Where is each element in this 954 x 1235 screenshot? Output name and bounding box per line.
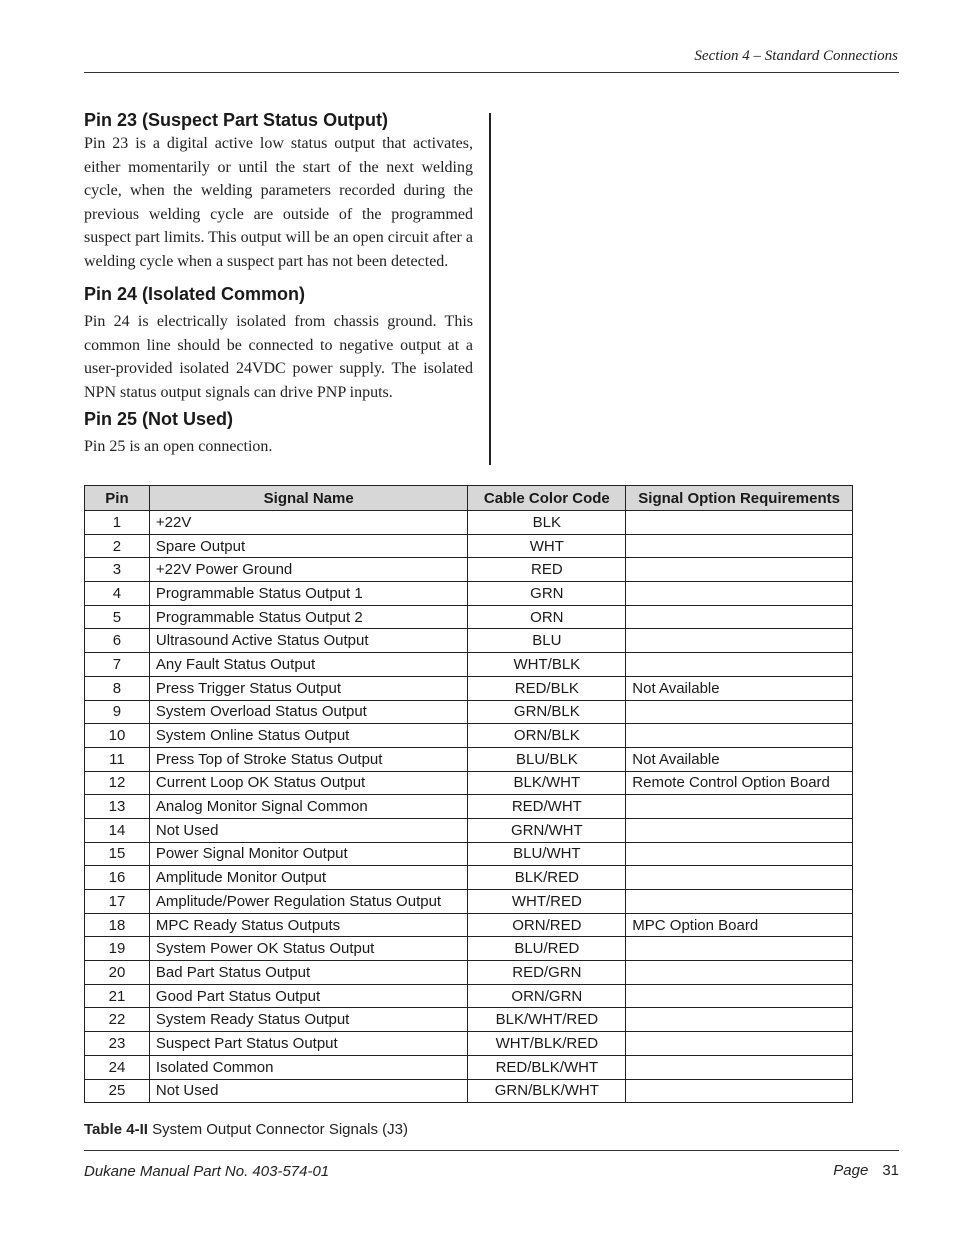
cell-cable-color: BLU/WHT [468,842,626,866]
cell-cable-color: BLK/WHT [468,771,626,795]
paragraph-pin-23: Pin 23 is a digital active low status output that activates, either momentarily or until the start of the next welding cycle, when the welding parameters recorded during the previous welding cycle are outside of the programmed suspect part limits. This output will be an open circuit after a welding cycle when a suspect part has not been detected. [84,135,473,270]
cell-cable-color: WHT/RED [468,890,626,914]
cell-pin: 5 [85,605,150,629]
cell-pin: 1 [85,511,150,535]
cell-signal-name: System Power OK Status Output [149,937,467,961]
page-number: 31 [882,1162,899,1179]
text-column [84,108,473,459]
table-header-row [85,486,853,511]
table-row [85,984,853,1008]
cell-signal-name: Good Part Status Output [149,984,467,1008]
cell-cable-color: GRN [468,582,626,606]
cell-option [626,937,853,961]
cell-signal-name: Not Used [149,1079,467,1103]
cell-option [626,1055,853,1079]
heading-pin-23: Pin 23 (Suspect Part Status Output) [84,110,389,130]
cell-option [626,1008,853,1032]
paragraph-pin-25: Pin 25 is an open connection. [84,438,273,455]
cell-option [626,1032,853,1056]
table-row [85,724,853,748]
cell-pin: 9 [85,700,150,724]
cell-cable-color: ORN/RED [468,913,626,937]
cell-signal-name: Spare Output [149,534,467,558]
table-row [85,818,853,842]
cell-pin: 10 [85,724,150,748]
cell-signal-name: Press Top of Stroke Status Output [149,747,467,771]
cell-signal-name: Ultrasound Active Status Output [149,629,467,653]
cell-signal-name: +22V [149,511,467,535]
cell-option [626,605,853,629]
cell-signal-name: Power Signal Monitor Output [149,842,467,866]
cell-pin: 14 [85,818,150,842]
cell-pin: 7 [85,653,150,677]
cell-option [626,724,853,748]
table-row [85,676,853,700]
caption-label: Table 4-II [84,1121,148,1138]
table-row [85,582,853,606]
cell-cable-color: GRN/WHT [468,818,626,842]
table-row [85,866,853,890]
cell-pin: 4 [85,582,150,606]
cell-option [626,700,853,724]
cell-pin: 15 [85,842,150,866]
table-row [85,534,853,558]
cell-signal-name: Amplitude/Power Regulation Status Output [149,890,467,914]
table-row [85,913,853,937]
table-row [85,1032,853,1056]
signal-table [84,485,853,1103]
cell-signal-name: Current Loop OK Status Output [149,771,467,795]
cell-option [626,653,853,677]
cell-signal-name: Suspect Part Status Output [149,1032,467,1056]
cell-signal-name: Bad Part Status Output [149,961,467,985]
cell-cable-color: BLU/BLK [468,747,626,771]
table-row [85,1008,853,1032]
cell-cable-color: RED/BLK/WHT [468,1055,626,1079]
table-row [85,558,853,582]
cell-cable-color: ORN/BLK [468,724,626,748]
cell-pin: 24 [85,1055,150,1079]
cell-cable-color: ORN [468,605,626,629]
cell-signal-name: Amplitude Monitor Output [149,866,467,890]
cell-pin: 23 [85,1032,150,1056]
table-row [85,961,853,985]
cell-cable-color: GRN/BLK [468,700,626,724]
table-body [85,511,853,1103]
cell-pin: 16 [85,866,150,890]
cell-option [626,818,853,842]
cell-option [626,511,853,535]
cell-signal-name: Not Used [149,818,467,842]
cell-signal-name: System Ready Status Output [149,1008,467,1032]
caption-text: System Output Connector Signals (J3) [147,1121,409,1138]
column-divider [489,113,491,465]
table-row [85,937,853,961]
header-pin: Pin [85,486,150,511]
table-row [85,771,853,795]
heading-pin-24: Pin 24 (Isolated Common) [84,284,306,304]
cell-pin: 2 [85,534,150,558]
cell-option: Remote Control Option Board [626,771,853,795]
cell-signal-name: System Overload Status Output [149,700,467,724]
table-row [85,511,853,535]
cell-cable-color: GRN/BLK/WHT [468,1079,626,1103]
cell-cable-color: WHT/BLK [468,653,626,677]
cell-option [626,795,853,819]
paragraph-pin-24: Pin 24 is electrically isolated from chassis ground. This common line should be connected to negative output at a user-provided isolated 24VDC power supply. The isolated NPN status output signals can drive PNP inputs. [84,313,473,401]
cell-option [626,866,853,890]
table-row [85,700,853,724]
cell-pin: 3 [85,558,150,582]
cell-cable-color: WHT/BLK/RED [468,1032,626,1056]
heading-pin-25: Pin 25 (Not Used) [84,409,234,429]
header-rule [84,72,899,73]
cell-pin: 11 [85,747,150,771]
cell-signal-name: Any Fault Status Output [149,653,467,677]
cell-pin: 6 [85,629,150,653]
footer-rule [84,1150,899,1151]
cell-cable-color: ORN/GRN [468,984,626,1008]
table-row [85,653,853,677]
cell-pin: 17 [85,890,150,914]
cell-option: Not Available [626,747,853,771]
cell-signal-name: MPC Ready Status Outputs [149,913,467,937]
header-option-requirements: Signal Option Requirements [626,486,853,511]
table-row [85,747,853,771]
cell-signal-name: Isolated Common [149,1055,467,1079]
cell-pin: 25 [85,1079,150,1103]
table-row [85,842,853,866]
page-label: Page [833,1162,869,1179]
header-signal-name: Signal Name [149,486,467,511]
cell-option [626,558,853,582]
cell-option [626,890,853,914]
cell-option [626,961,853,985]
cell-pin: 13 [85,795,150,819]
cell-cable-color: BLK [468,511,626,535]
cell-signal-name: Programmable Status Output 2 [149,605,467,629]
cell-pin: 21 [85,984,150,1008]
cell-signal-name: Programmable Status Output 1 [149,582,467,606]
cell-cable-color: BLU/RED [468,937,626,961]
cell-cable-color: BLU [468,629,626,653]
cell-signal-name: +22V Power Ground [149,558,467,582]
cell-cable-color: RED [468,558,626,582]
cell-pin: 19 [85,937,150,961]
cell-pin: 8 [85,676,150,700]
cell-option [626,842,853,866]
section-header: Section 4 – Standard Connections [694,48,898,64]
cell-pin: 20 [85,961,150,985]
table-row [85,1079,853,1103]
cell-signal-name: Analog Monitor Signal Common [149,795,467,819]
cell-pin: 22 [85,1008,150,1032]
table-row [85,1055,853,1079]
cell-cable-color: WHT [468,534,626,558]
cell-cable-color: BLK/WHT/RED [468,1008,626,1032]
cell-signal-name: Press Trigger Status Output [149,676,467,700]
table-row [85,605,853,629]
cell-option [626,1079,853,1103]
cell-option [626,582,853,606]
cell-option [626,629,853,653]
cell-option [626,984,853,1008]
cell-option: Not Available [626,676,853,700]
cell-signal-name: System Online Status Output [149,724,467,748]
header-cable-color: Cable Color Code [468,486,626,511]
cell-pin: 18 [85,913,150,937]
table-row [85,629,853,653]
footer-page [833,1162,899,1179]
table-row [85,795,853,819]
cell-cable-color: RED/GRN [468,961,626,985]
footer-manual: Dukane Manual Part No. 403-574-01 [84,1163,330,1180]
cell-option [626,534,853,558]
cell-cable-color: RED/WHT [468,795,626,819]
cell-cable-color: RED/BLK [468,676,626,700]
cell-pin: 12 [85,771,150,795]
table-row [85,890,853,914]
table-caption [84,1121,408,1138]
cell-option: MPC Option Board [626,913,853,937]
cell-cable-color: BLK/RED [468,866,626,890]
